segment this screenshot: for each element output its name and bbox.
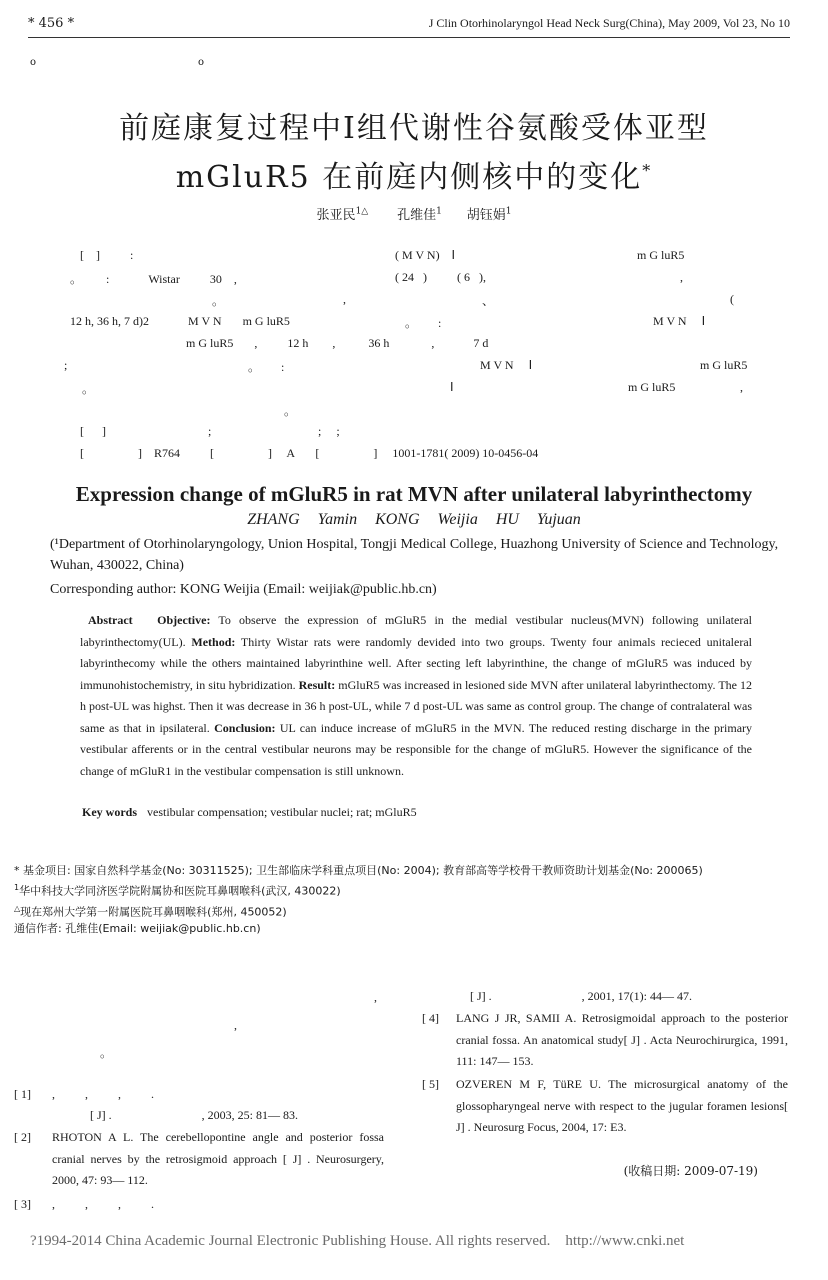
abstract-zh-frag: M V N Ⅰ: [480, 358, 533, 372]
abstract-zh-frag: 。 : Wistar 30 ,: [70, 272, 237, 286]
abstract-zh-frag: ;: [208, 424, 212, 438]
footnote-fund: * 基金项目: 国家自然科学基金(No: 30311525); 卫生部临床学科重点项目(No: 2004); 教育部高等学校骨干教师资助计划基金(No: 200065): [14, 864, 703, 877]
abstract-zh-frag: ( 24 ) ( 6 ),: [395, 270, 486, 284]
body-frag: 。: [100, 1046, 113, 1060]
ref-num-2: [ 2]: [14, 1130, 31, 1144]
objective-text: To observe the expression of mGluR5 in the medial vestibular nucleus(MVN) following unilateral labyrinthectomy(UL).: [80, 613, 752, 649]
author-zh-3: 胡钰娟: [466, 208, 506, 223]
classification-line: [ ] R764 [ ] A [ ] 1001-1781( 2009) 10-0456-04: [80, 446, 539, 460]
title-en: Expression change of mGluR5 in rat MVN after unilateral labyrinthectomy: [75, 482, 753, 506]
abstract-zh-frag: 。 :: [405, 316, 442, 330]
abstract-label: Abstract: [88, 613, 133, 627]
abstract-zh-frag: Ⅰ: [450, 380, 454, 394]
authors-zh: [0, 204, 828, 223]
abstract-zh-frag: M V N Ⅰ: [653, 314, 706, 328]
ref-5-body: OZVEREN M F, TüRE U. The microsurgical anatomy of the glossopharyngeal nerve with respect to the jugular foramen lesions[ J] . Neurosurg Focus, 2004, 17: E3.: [456, 1077, 788, 1134]
ref-num-4: [ 4]: [422, 1011, 439, 1025]
footnote-aff1-text: 华中科技大学同济医学院附属协和医院耳鼻咽喉科(武汉, 430022): [19, 884, 341, 898]
abstract-zh-frag: ; ;: [318, 424, 340, 438]
title-zh-line1: 前庭康复过程中Ⅰ组代谢性谷氨酸受体亚型: [119, 111, 709, 146]
abstract-en: [80, 610, 752, 782]
author-zh-2-sup: 1: [436, 206, 442, 217]
body-frag: ,: [234, 1018, 237, 1032]
body-frag: ,: [374, 990, 377, 1004]
ref-3-continuation: [ J] . , 2001, 17(1): 44— 47.: [470, 989, 692, 1003]
ref-num-1: [ 1]: [14, 1087, 31, 1101]
abstract-zh-frag: m G luR5: [637, 248, 685, 262]
abstract-zh-frag: (: [730, 292, 734, 306]
abstract-zh-frag: 12 h, 36 h, 7 d)2 M V N m G luR5: [70, 314, 290, 328]
title-zh: [0, 108, 828, 199]
footnote-aff1: [14, 879, 794, 900]
ref-1-line-1: , , , .: [52, 1087, 154, 1101]
abstract-zh-frag: [ ] :: [80, 248, 134, 262]
author-zh-1-sup: 1△: [355, 206, 369, 217]
ref-2-body: RHOTON A L. The cerebellopontine angle and posterior fossa cranial nerves by the retrosigmoid approach [ J] . Neurosurgery, 2000, 47: 93— 112.: [52, 1130, 384, 1187]
keywords-zh-label: [ ]: [80, 424, 106, 438]
corresponding-author: Corresponding author: KONG Weijia (Email: weijiak@public.hb.cn): [50, 582, 437, 597]
page-number: * 456 *: [28, 16, 75, 31]
abstract-zh-frag: 。 :: [248, 360, 285, 374]
abstract-zh-frag: m G luR5 , 12 h , 36 h , 7 d: [186, 336, 489, 350]
footnotes: [14, 862, 794, 937]
header-rule: [28, 37, 790, 38]
keywords-text: vestibular compensation; vestibular nuclei; rat; mGluR5: [147, 805, 417, 819]
abstract-zh-frag: m G luR5: [700, 358, 748, 372]
header-dot-left: o: [30, 57, 37, 68]
author-zh-2: 孔维佳: [397, 208, 437, 223]
affiliation-en: (¹Department of Otorhinolaryngology, Union Hospital, Tongji Medical College, Huazhong University of Science and Technology, Wuhan, 430022, China): [50, 537, 779, 573]
copyright-line: ?1994-2014 China Academic Journal Electronic Publishing House. All rights reserved. http://www.cnki.net: [30, 1233, 685, 1249]
title-star: *: [642, 161, 653, 180]
conclusion-label: Conclusion:: [214, 720, 276, 735]
abstract-zh-frag: 、: [482, 294, 495, 308]
keywords-en: [82, 805, 417, 820]
abstract-zh-frag: 。: [212, 294, 225, 308]
result-label: Result:: [298, 677, 336, 692]
ref-1-line-2: [ J] . , 2003, 25: 81— 83.: [90, 1108, 298, 1122]
abstract-zh-frag: ,: [343, 292, 346, 306]
method-text: Thirty Wistar rats were randomly devided into two groups. Twenty four animals recieced unitaleral labyrinthecomy while the others maintained labyrinthine well. After secting left labyrinthine, the change of mGluR5 was induced by immunohistochemistry, in situ hybridization.: [80, 634, 752, 692]
abstract-zh-frag: m G luR5: [628, 380, 676, 394]
abstract-zh-frag: ;: [64, 358, 68, 372]
received-date: (收稿日期: 2009-07-19): [623, 1164, 758, 1178]
footnote-aff1-sup: 1: [14, 883, 20, 892]
ref-4-body: LANG J JR, SAMII A. Retrosigmoidal approach to the posterior cranial fossa. An anatomical study[ J] . Acta Neurochirurgica, 1991, 111: 147— 153.: [456, 1011, 788, 1068]
header-dot-right: o: [198, 57, 205, 68]
title-zh-line2: [0, 150, 828, 199]
ref-num-5: [ 5]: [422, 1077, 439, 1091]
abstract-zh-frag: 。: [82, 382, 95, 396]
abstract-zh-frag: 。: [284, 404, 297, 418]
keywords-label: Key words: [82, 805, 137, 819]
footnote-aff2-text: 现在郑州大学第一附属医院耳鼻咽喉科(郑州, 450052): [20, 905, 287, 919]
author-zh-3-sup: 1: [505, 206, 512, 217]
abstract-zh-frag: ,: [740, 380, 743, 394]
authors-en: ZHANG Yamin KONG Weijia HU Yujuan: [247, 511, 581, 528]
ref-3-line-1: , , , .: [52, 1197, 154, 1211]
footnote-aff2-sup: △: [14, 903, 21, 913]
abstract-zh-frag: ( M V N) Ⅰ: [395, 248, 456, 262]
ref-num-3: [ 3]: [14, 1197, 31, 1211]
abstract-zh-frag: ,: [680, 270, 683, 284]
footnote-corr: 通信作者: 孔维佳(Email: weijiak@public.hb.cn): [14, 922, 261, 936]
conclusion-text: UL can induce increase of mGluR5 in the MVN. The reduced resting discharge in the primary vestibular afferents or in the central vestibular neurons may be responsible for the change of mGluR5. However the significance of the change of mGluR1 in the vestibular compensation is still unknown.: [80, 720, 753, 778]
objective-label: Objective:: [157, 613, 211, 627]
journal-header: J Clin Otorhinolaryngol Head Neck Surg(China), May 2009, Vol 23, No 10: [428, 16, 790, 30]
method-label: Method:: [191, 634, 236, 649]
result-text: mGluR5 was increased in lesioned side MVN after unilateral labyrinthectomy. The 12 h post-UL was highst. Then it was decrease in 36 h post-UL, while 7 d post-UL was same as control group. The change of contralateral was same as that in ipsilateral.: [80, 677, 752, 735]
author-zh-1: 张亚民: [316, 208, 356, 223]
footnote-aff2: [14, 900, 794, 921]
title-zh-line2-text: mGluR5 在前庭内侧核中的变化: [175, 160, 643, 195]
